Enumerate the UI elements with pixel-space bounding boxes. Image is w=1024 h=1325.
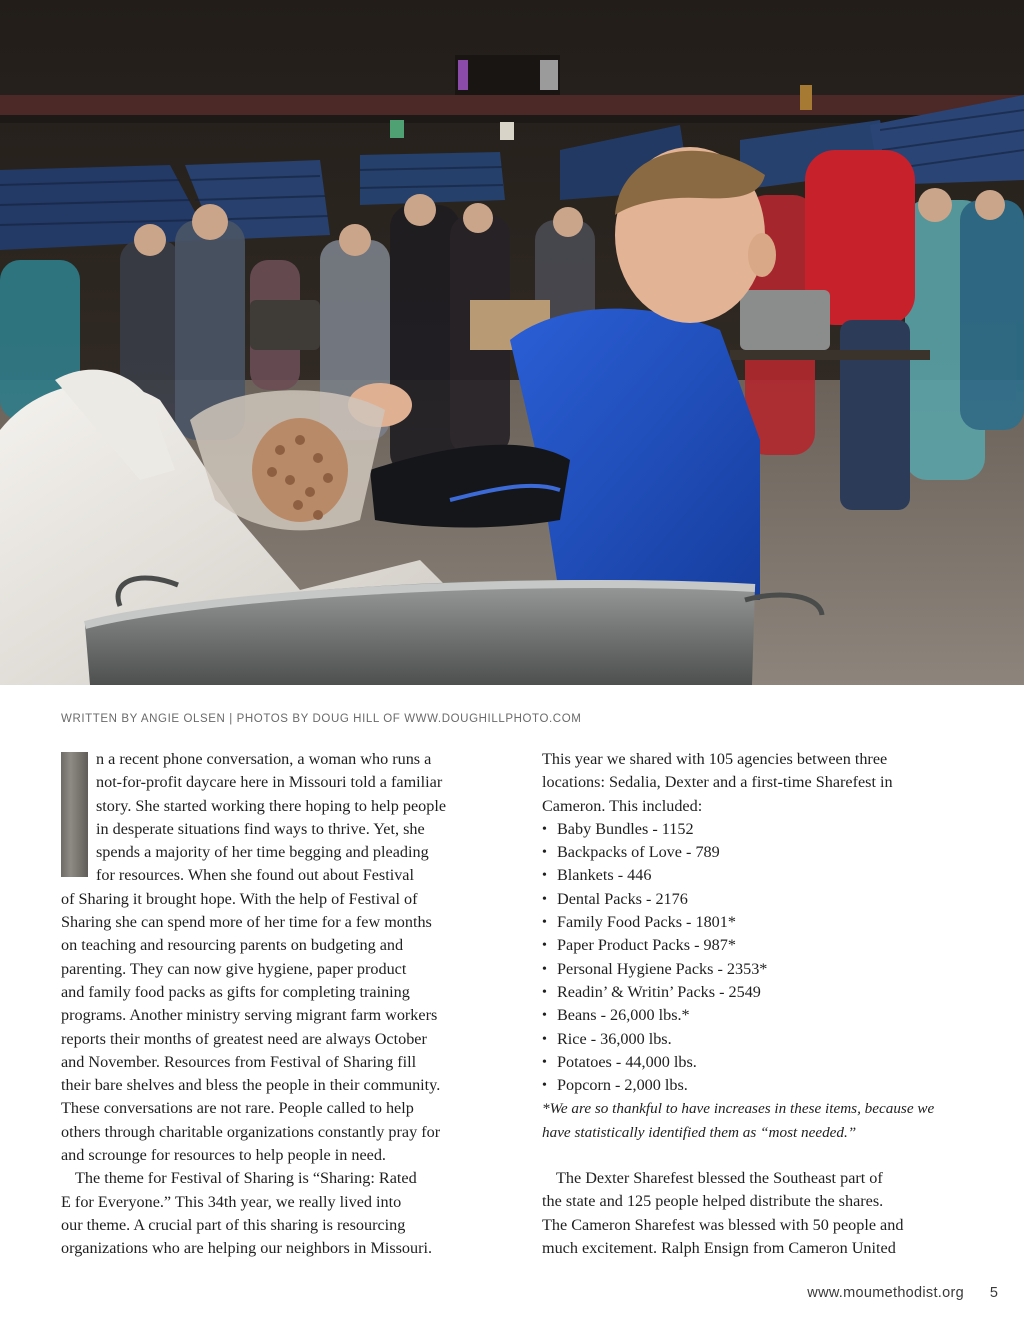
text-line: The Cameron Sharefest was blessed with 50 people and xyxy=(542,1215,904,1234)
article-column-right xyxy=(542,748,972,1260)
paragraph-spacer xyxy=(542,1144,972,1167)
footer-website-link[interactable]: www.moumethodist.org xyxy=(807,1285,964,1301)
text-line: This year we shared with 105 agencies between three xyxy=(542,750,888,768)
text-line: our theme. A crucial part of this sharing is resourcing xyxy=(61,1215,406,1234)
text-line: in desperate situations find ways to thrive. Yet, she xyxy=(96,819,425,838)
text-line: locations: Sedalia, Dexter and a first-time Sharefest in xyxy=(542,773,893,792)
text-line: These conversations are not rare. People called to help xyxy=(61,1099,414,1118)
text-line: of Sharing it brought hope. With the help of Festival of xyxy=(61,889,418,908)
list-item: • Rice - 36,000 lbs. xyxy=(542,1028,972,1051)
text-line: organizations who are helping our neighbors in Missouri. xyxy=(61,1239,433,1258)
text-line: their bare shelves and bless the people in their community. xyxy=(61,1076,441,1095)
drop-cap-letter xyxy=(61,752,88,877)
list-item: • Blankets - 446 xyxy=(542,864,972,887)
shared-items-list xyxy=(542,818,972,1098)
text-line: the state and 125 people helped distribute the shares. xyxy=(542,1192,884,1211)
page-number: 5 xyxy=(989,1285,998,1301)
list-item: • Backpacks of Love - 789 xyxy=(542,841,972,864)
list-item: • Family Food Packs - 1801* xyxy=(542,911,972,934)
text-line: n a recent phone conversation, a woman who runs a xyxy=(96,750,432,768)
text-line: programs. Another ministry serving migrant farm workers xyxy=(61,1006,438,1025)
text-line: and family food packs as gifts for completing training xyxy=(61,982,410,1001)
list-item: • Baby Bundles - 1152 xyxy=(542,818,972,841)
text-line: and scrounge for resources to help people in need. xyxy=(61,1146,386,1165)
opening-paragraph xyxy=(61,748,486,888)
list-item: • Popcorn - 2,000 lbs. xyxy=(542,1074,972,1097)
paragraph-first-line: The Dexter Sharefest blessed the Southeast part of xyxy=(556,1169,883,1188)
text-line: on teaching and resourcing parents on budgeting and xyxy=(61,936,404,955)
text-line: others through charitable organizations constantly pray for xyxy=(61,1122,441,1141)
text-line: reports their months of greatest need are always October xyxy=(61,1029,427,1048)
text-line: parenting. They can now give hygiene, paper product xyxy=(61,959,407,978)
text-line: Cameron. This included: xyxy=(542,796,703,815)
footnote-line: *We are so thankful to have increases in these items, because we xyxy=(542,1100,935,1118)
list-item: • Potatoes - 44,000 lbs. xyxy=(542,1051,972,1074)
text-line: spends a majority of her time begging and pleading xyxy=(96,843,429,862)
text-line: Sharing she can spend more of her time for a few months xyxy=(61,913,432,932)
text-line: and November. Resources from Festival of Sharing fill xyxy=(61,1052,417,1071)
text-line: not-for-profit daycare here in Missouri told a familiar xyxy=(96,773,443,792)
text-line: story. She started working there hoping to help people xyxy=(96,796,447,815)
paragraph-first-line: The theme for Festival of Sharing is “Sharing: Rated xyxy=(75,1169,417,1188)
list-item: • Readin’ & Writin’ Packs - 2549 xyxy=(542,981,972,1004)
list-item: • Beans - 26,000 lbs.* xyxy=(542,1004,972,1027)
list-item: • Paper Product Packs - 987* xyxy=(542,934,972,957)
text-line: E for Everyone.” This 34th year, we really lived into xyxy=(61,1192,402,1211)
list-item: • Dental Packs - 2176 xyxy=(542,888,972,911)
footnote-line: have statistically identified them as “most needed.” xyxy=(542,1123,857,1141)
article-column-left xyxy=(61,748,486,1261)
text-line: much excitement. Ralph Ensign from Cameron United xyxy=(542,1238,896,1257)
list-item: • Personal Hygiene Packs - 2353* xyxy=(542,958,972,981)
byline-credit: WRITTEN BY ANGIE OLSEN | PHOTOS BY DOUG HILL OF WWW.DOUGHILLPHOTO.COM xyxy=(61,713,582,725)
text-line: for resources. When she found out about Festival xyxy=(96,866,414,885)
